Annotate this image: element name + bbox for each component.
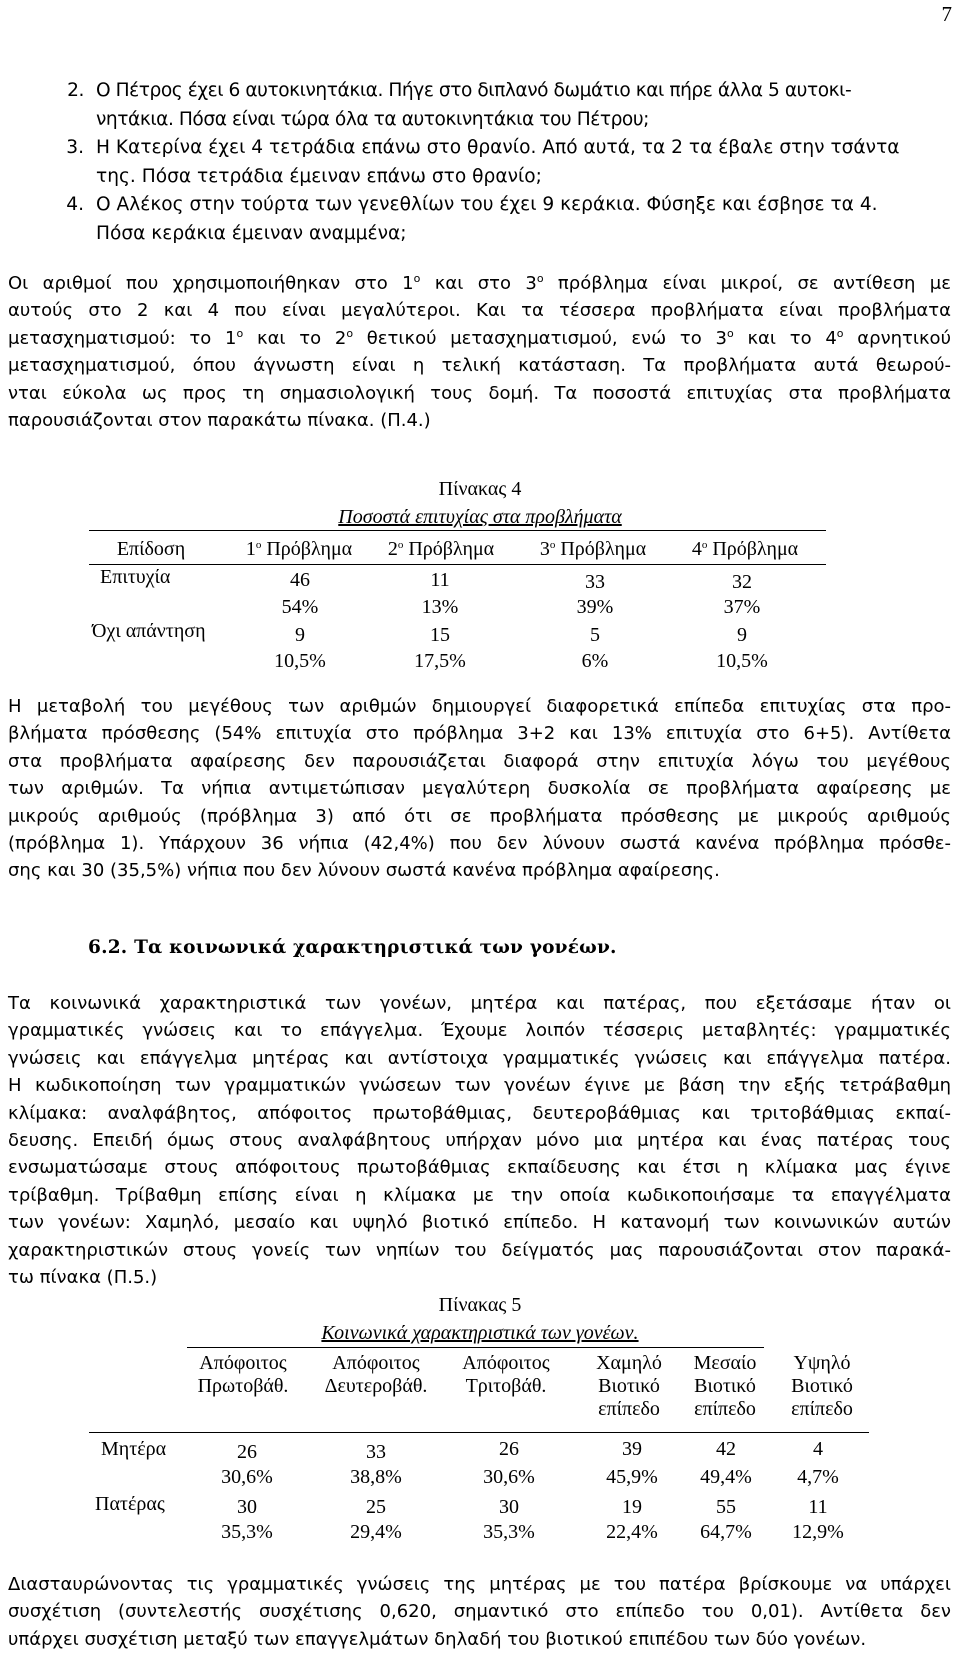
table4-row-label: Επιτυχία (100, 566, 171, 588)
table5-cell: 35,3% (483, 1521, 535, 1543)
table5-header-1 (188, 1352, 298, 1398)
table5-header-line: Απόφοιτος (199, 1352, 287, 1374)
table5-row-label: Πατέρας (95, 1493, 165, 1515)
ordinal-sup: ο (397, 539, 404, 551)
table5-cell: 22,4% (606, 1521, 658, 1543)
table5-cell: 42 (716, 1438, 736, 1460)
text-run: 2 (387, 538, 398, 560)
table5-header-line: Βιοτικό (791, 1375, 853, 1397)
paragraph-line: Διασταυρώνοντας τις γραμματικές γνώσεις της μητέρας με του πατέρα βρίσκουμε να υπάρχει (8, 1574, 951, 1595)
text-run: 1 (245, 538, 256, 560)
table4-cell: 46 (290, 569, 310, 591)
table4-cell: 15 (430, 624, 450, 646)
table4-cell: 54% (281, 596, 319, 618)
table5-header-3 (450, 1352, 562, 1398)
list-item-text-line: Ο Αλέκος στην τούρτα των γενεθλίων του έχει 9 κεράκια. Φύσηξε και έσβησε τα 4. (96, 194, 878, 215)
text-run: και το 2 (243, 327, 347, 349)
list-item-text-line: Πόσα κεράκια έμειναν αναμμένα; (96, 222, 407, 244)
table5-header-line: Απόφοιτος (332, 1352, 420, 1374)
table5-cell: 35,3% (221, 1521, 273, 1543)
text-run: 3 (539, 538, 550, 560)
text-run: και το 4 (733, 327, 837, 349)
text-run: Πρόβλημα (707, 538, 799, 560)
ordinal-sup: ο (701, 539, 708, 551)
table4-cell: 17,5% (414, 650, 466, 672)
table4-cell: 39% (576, 596, 614, 618)
list-item-number: 4. (66, 194, 84, 215)
table5-header-line: επίπεδο (598, 1398, 660, 1420)
table4-title: Πίνακας 4 (438, 478, 522, 500)
text-run: πρόβλημα είναι μικροί, σε αντίθεση με (543, 273, 951, 294)
table4-cell: 9 (295, 624, 305, 646)
table5-cell: 39 (622, 1438, 642, 1460)
ordinal-sup: ο (236, 326, 244, 340)
table5-header-line: επίπεδο (694, 1398, 756, 1420)
paragraph-line: τρίβαθμη. Τρίβαθμη επίσης είναι η κλίμακα με την οποία κωδικοποιήσαμε τα επαγγέλματα (8, 1184, 951, 1206)
table4-cell: 9 (737, 624, 747, 646)
paragraph-line: Τα κοινωνικά χαρακτηριστικά των γονέων, μητέρα και πατέρας, που εξετάσαμε ήταν οι (8, 993, 951, 1014)
paragraph-line: Η κωδικοποίηση των γραμματικών γνώσεων των γονέων έγινε με βάση την εξής τετράβαθμη (8, 1075, 951, 1097)
paragraph-line: συσχέτιση (συντελεστής συσχέτισης 0,620, σημαντικό στο επίπεδο του 0,01). Αντίθετα δεν (8, 1601, 951, 1623)
paragraph-line: τω πίνακα (Π.5.) (8, 1267, 158, 1289)
paragraph-line: των αριθμών. Τα νήπια αντιμετώπισαν μεγαλύτερη δυσκολία σε προβλήματα αφαίρεσης με (8, 778, 951, 800)
paragraph-line: στα προβλήματα αφαίρεσης δεν παρουσιάζεται διαφορά στην επιτυχία λόγω του μεγέθους (8, 750, 951, 772)
table4-cell: 37% (723, 596, 761, 618)
table5-header-line: Τριτοβάθ. (465, 1375, 547, 1397)
paragraph-line: Η μεταβολή του μεγέθους των αριθμών δημιουργεί διαφορετικά επίπεδα επιτυχίας στα προ- (8, 696, 951, 717)
table4-cell: 5 (590, 624, 600, 646)
paragraph-line: μετασχηματισμού, όπου άγνωστη είναι η τελική κατάσταση. Τα προβλήματα αυτά θεωρού- (8, 355, 951, 377)
table5-cell: 26 (237, 1441, 257, 1463)
table5-header-line: Πρωτοβάθ. (197, 1375, 289, 1397)
table5-cell: 25 (366, 1496, 386, 1518)
table5-cell: 29,4% (350, 1521, 402, 1543)
page-number: 7 (941, 2, 952, 26)
paragraph-line: υπάρχει συσχέτιση μεταξύ των επαγγελμάτων δηλαδή του βιοτικού επιπέδου των δύο γονέων. (8, 1628, 867, 1650)
table5-cell: 4,7% (797, 1466, 839, 1488)
table4-cell: 6% (581, 650, 609, 672)
paragraph-line: δευσης. Επειδή όμως στους αναλφάβητους υπήρχαν μόνο μια μητέρα και ένας πατέρας τους (8, 1130, 951, 1152)
paragraph-line: σης και 30 (35,5%) νήπια που δεν λύνουν σωστά κανένα πρόβλημα αφαίρεσης. (8, 860, 720, 882)
table5-subtitle-text: Κοινωνικά χαρακτηριστικά των γονέων. (321, 1322, 639, 1344)
table5-header-line: Δευτεροβάθ. (324, 1375, 428, 1397)
table5-cell: 30,6% (483, 1466, 535, 1488)
list-item-number: 2. (67, 80, 84, 101)
table5-header-rule (89, 1432, 869, 1433)
list-item-text-line: Η Κατερίνα έχει 4 τετράδια επάνω στο θρανίο. Από αυτά, τα 2 τα έβαλε στην τσάντα (96, 137, 900, 158)
table4-cell: 33 (585, 571, 605, 593)
list-item-text-line: νητάκια. Πόσα είναι τώρα όλα τα αυτοκινητάκια του Πέτρου; (96, 108, 649, 130)
text-run: Πρόβλημα (261, 538, 353, 560)
text-run: θετικού μετασχηματισμού, ενώ το 3 (353, 327, 727, 349)
table5-cell: 38,8% (350, 1466, 402, 1488)
table5-row-label: Μητέρα (101, 1438, 167, 1460)
table4-col0-header: Επίδοση (116, 538, 186, 560)
ordinal-sup: ο (255, 539, 262, 551)
table5-cell: 49,4% (700, 1466, 752, 1488)
table5-header-line: επίπεδο (791, 1398, 853, 1420)
paragraph-line: ενσωματώσαμε στους απόφοιτους πρωτοβάθμιας εκπαίδευσης και έτσι η κλίμακα μας έγινε (8, 1157, 951, 1179)
table4-cell: 11 (430, 569, 450, 591)
paragraph-line: παρουσιάζονται στον παρακάτω πίνακα. (Π.4.) (8, 410, 431, 432)
table5-header-4 (582, 1352, 676, 1421)
table5-cell: 11 (808, 1496, 828, 1518)
paragraph-line: μικρούς αριθμούς (πρόβλημα 3) από ότι σε προβλήματα πρόσθεσης με μικρούς αριθμούς (8, 805, 951, 827)
table5-cell: 45,9% (606, 1466, 658, 1488)
text-run: Πρόβλημα (403, 538, 495, 560)
table5-cell: 26 (499, 1438, 519, 1460)
table5-cell: 33 (366, 1441, 386, 1463)
ordinal-sup: ο (836, 326, 844, 340)
paragraph-line: βλήματα πρόσθεσης (54% επιτυχία στο πρόβλημα 3+2 και 13% επιτυχία στο 6+5). Αντίθετα (8, 723, 951, 745)
table5-header-line: Βιοτικό (598, 1375, 660, 1397)
table5-header-5 (680, 1352, 770, 1421)
ordinal-sup: ο (536, 272, 544, 285)
table4-cell: 13% (421, 596, 459, 618)
table5-top-rule (187, 1347, 764, 1348)
table5-header-line: Απόφοιτος (462, 1352, 550, 1374)
ordinal-sup: ο (549, 539, 556, 551)
text-run: αρνητικού (843, 327, 951, 349)
table5-header-2 (313, 1352, 439, 1398)
text-run: 4 (691, 538, 702, 560)
table5-cell: 19 (622, 1496, 642, 1518)
table4-row-label: Όχι απάντηση (92, 620, 206, 642)
table5-title: Πίνακας 5 (438, 1294, 522, 1316)
list-item-number: 3. (66, 137, 84, 158)
paragraph-line: κλίμακα: αναλφάβητος, απόφοιτος πρωτοβάθμιας, δευτεροβάθμιας και τριτοβάθμιας εκπαί- (8, 1102, 951, 1124)
ordinal-sup: ο (413, 272, 421, 285)
paragraph-correlation (8, 1571, 951, 1653)
table4-cell: 10,5% (716, 650, 768, 672)
paragraph-line: νται εύκολα ως προς τη σημασιολογική τους δομή. Τα ποσοστά επιτυχίας στα προβλήματα (8, 382, 951, 404)
table5-cell: 30 (499, 1496, 519, 1518)
paragraph-line: γραμματικές γνώσεις και το επάγγελμα. Έχουμε λοιπόν τέσσερις μεταβλητές: γραμματικές (8, 1020, 951, 1042)
table5-header-line: Υψηλό (793, 1352, 851, 1374)
table5-header-line: Μεσαίο (693, 1352, 757, 1374)
table5-header-line: Χαμηλό (596, 1352, 662, 1374)
table5-cell: 30 (237, 1496, 257, 1518)
table5-header-line: Βιοτικό (694, 1375, 756, 1397)
paragraph-line: γνώσεις και επάγγελμα μητέρας και αντίστοιχα γραμματικές γνώσεις και επάγγελμα πατέρα. (8, 1047, 951, 1069)
table5-cell: 64,7% (700, 1521, 752, 1543)
table4-subtitle-text: Ποσοστά επιτυχίας στα προβλήματα (338, 506, 622, 528)
paragraph-line: αυτούς στο 2 και 4 που είναι μεγαλύτεροι. Και τα τέσσερα προβλήματα είναι προβλήματα (8, 300, 951, 322)
table5-cell: 4 (813, 1438, 823, 1460)
text-run: Οι αριθμοί που χρησιμοποιήθηκαν στο 1 (8, 273, 414, 294)
paragraph-line: των γονέων: Χαμηλό, μεσαίο και υψηλό βιοτικό επίπεδο. Η κατανομή των κοινωνικών αυτών (8, 1212, 951, 1234)
table4-cell: 10,5% (274, 650, 326, 672)
paragraph-line: (πρόβλημα 1). Υπάρχουν 36 νήπια (42,4%) που δεν λύνουν σωστά κανένα πρόβλημα πρόσθε- (8, 833, 951, 855)
ordinal-sup: ο (726, 326, 734, 340)
table5-cell: 55 (716, 1496, 736, 1518)
text-run: και στο 3 (420, 273, 537, 294)
list-item-text-line: Ο Πέτρος έχει 6 αυτοκινητάκια. Πήγε στο διπλανό δωμάτιο και πήρε άλλα 5 αυτοκι- (96, 80, 852, 101)
table5-cell: 30,6% (221, 1466, 273, 1488)
text-run: Πρόβλημα (555, 538, 647, 560)
table4-cell: 32 (732, 571, 752, 593)
text-run: μετασχηματισμού: το 1 (8, 327, 237, 349)
ordinal-sup: ο (346, 326, 354, 340)
section-heading: 6.2. Τα κοινωνικά χαρακτηριστικά των γονέων. (88, 937, 617, 958)
paragraph-line: χαρακτηριστικών στους γονείς των νηπίων του δείγματός μας παρουσιάζονται στον παρακά- (8, 1239, 951, 1261)
table5-header-6 (776, 1352, 868, 1421)
list-item-text-line: της. Πόσα τετράδια έμειναν επάνω στο θρανίο; (96, 165, 542, 187)
table5-cell: 12,9% (792, 1521, 844, 1543)
